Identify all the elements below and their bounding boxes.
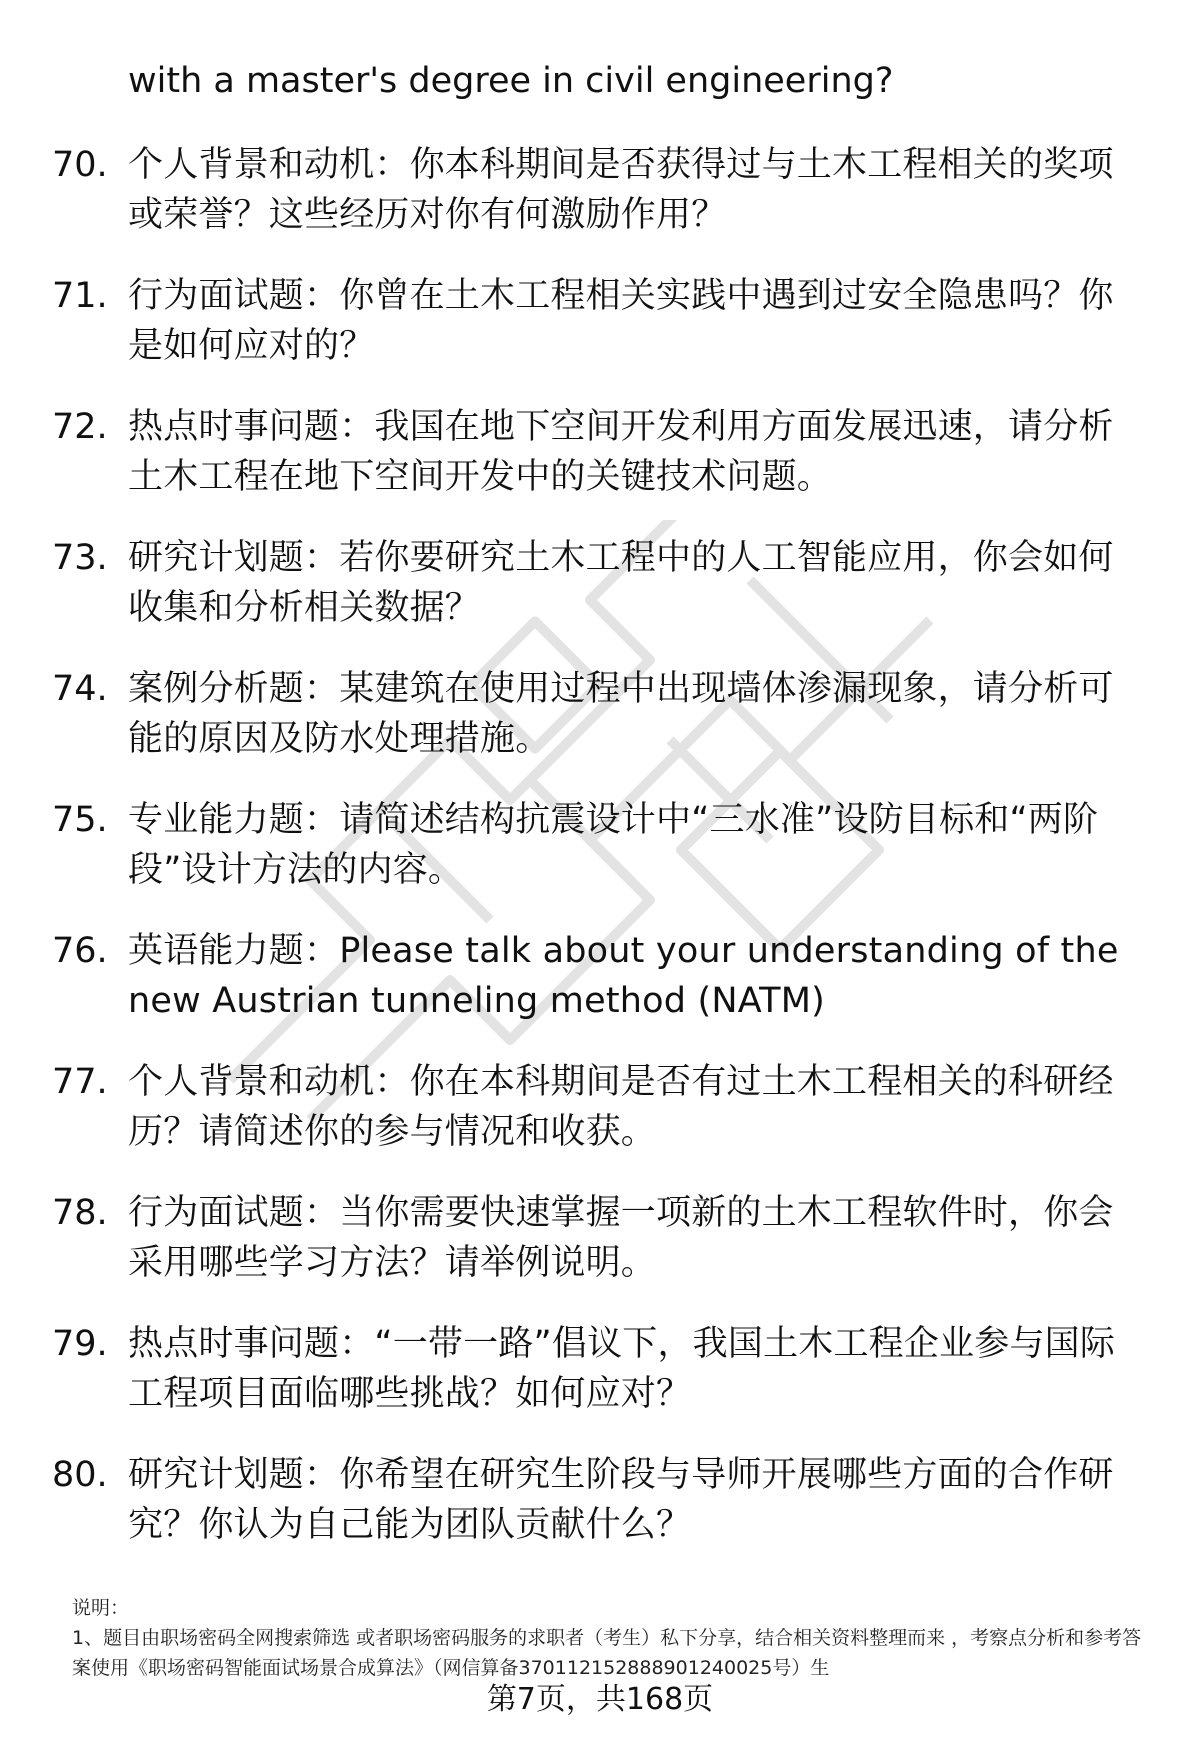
question-item [0, 926, 1200, 1057]
question-text: 案例分析题：某建筑在使用过程中出现墙体渗漏现象，请分析可能的原因及防水处理措施。 [128, 669, 1114, 759]
question-item [0, 1057, 1200, 1188]
question-number: 79. [52, 1324, 108, 1364]
question-item [0, 1188, 1200, 1319]
question-text: 热点时事问题：“一带一路”倡议下，我国土木工程企业参与国际工程项目面临哪些挑战？如何应对？ [128, 1324, 1116, 1414]
question-item [0, 1450, 1200, 1581]
page-number: 第7页，共168页 [486, 1682, 714, 1717]
question-text: 研究计划题：你希望在研究生阶段与导师开展哪些方面的合作研究？你认为自己能为团队贡献什么？ [128, 1455, 1114, 1545]
question-number: 74. [52, 669, 108, 709]
question-text: 专业能力题：请简述结构抗震设计中“三水准”设防目标和“两阶段”设计方法的内容。 [128, 800, 1099, 890]
notes-section [72, 1593, 1152, 1683]
question-item [0, 1319, 1200, 1450]
question-number: 71. [52, 276, 108, 316]
question-number: 72. [52, 407, 108, 447]
question-number: 73. [52, 538, 108, 578]
question-item [0, 795, 1200, 926]
question-item [0, 533, 1200, 664]
question-text: 个人背景和动机：你本科期间是否获得过与土木工程相关的奖项或荣誉？这些经历对你有何激励作用？ [128, 145, 1114, 235]
question-number: 80. [52, 1455, 108, 1495]
notes-heading: 说明： [72, 1597, 130, 1619]
question-text: 研究计划题：若你要研究土木工程中的人工智能应用，你会如何收集和分析相关数据？ [128, 538, 1114, 628]
question-item [0, 271, 1200, 402]
question-number: 76. [52, 931, 108, 971]
question-text: 热点时事问题：我国在地下空间开发利用方面发展迅速，请分析土木工程在地下空间开发中的关键技术问题。 [128, 407, 1114, 497]
question-text: 英语能力题：Please talk about your understanding of the new Austrian tunneling method (NATM) [128, 931, 1119, 1021]
question-item [0, 140, 1200, 271]
question-text: 个人背景和动机：你在本科期间是否有过土木工程相关的科研经历？请简述你的参与情况和收获。 [128, 1062, 1114, 1152]
question-text: 行为面试题：当你需要快速掌握一项新的土木工程软件时，你会采用哪些学习方法？请举例说明。 [128, 1193, 1114, 1283]
question-text: 行为面试题：你曾在土木工程相关实践中遇到过安全隐患吗？你是如何应对的？ [128, 276, 1114, 366]
question-item [0, 664, 1200, 795]
question-number: 78. [52, 1193, 108, 1233]
notes-line: 1、题目由职场密码全网搜索筛选 或者职场密码服务的求职者（考生）私下分享，结合相关资料整理而来 ，考察点分析和参考答案使用《职场密码智能面试场景合成算法》（网信算备370112152888901240025号）生 [72, 1627, 1142, 1679]
continuation-text: with a master's degree in civil engineering? [128, 61, 894, 101]
question-number: 77. [52, 1062, 108, 1102]
question-number: 70. [52, 145, 108, 185]
question-list [0, 140, 1200, 1581]
question-item [0, 402, 1200, 533]
question-number: 75. [52, 800, 108, 840]
